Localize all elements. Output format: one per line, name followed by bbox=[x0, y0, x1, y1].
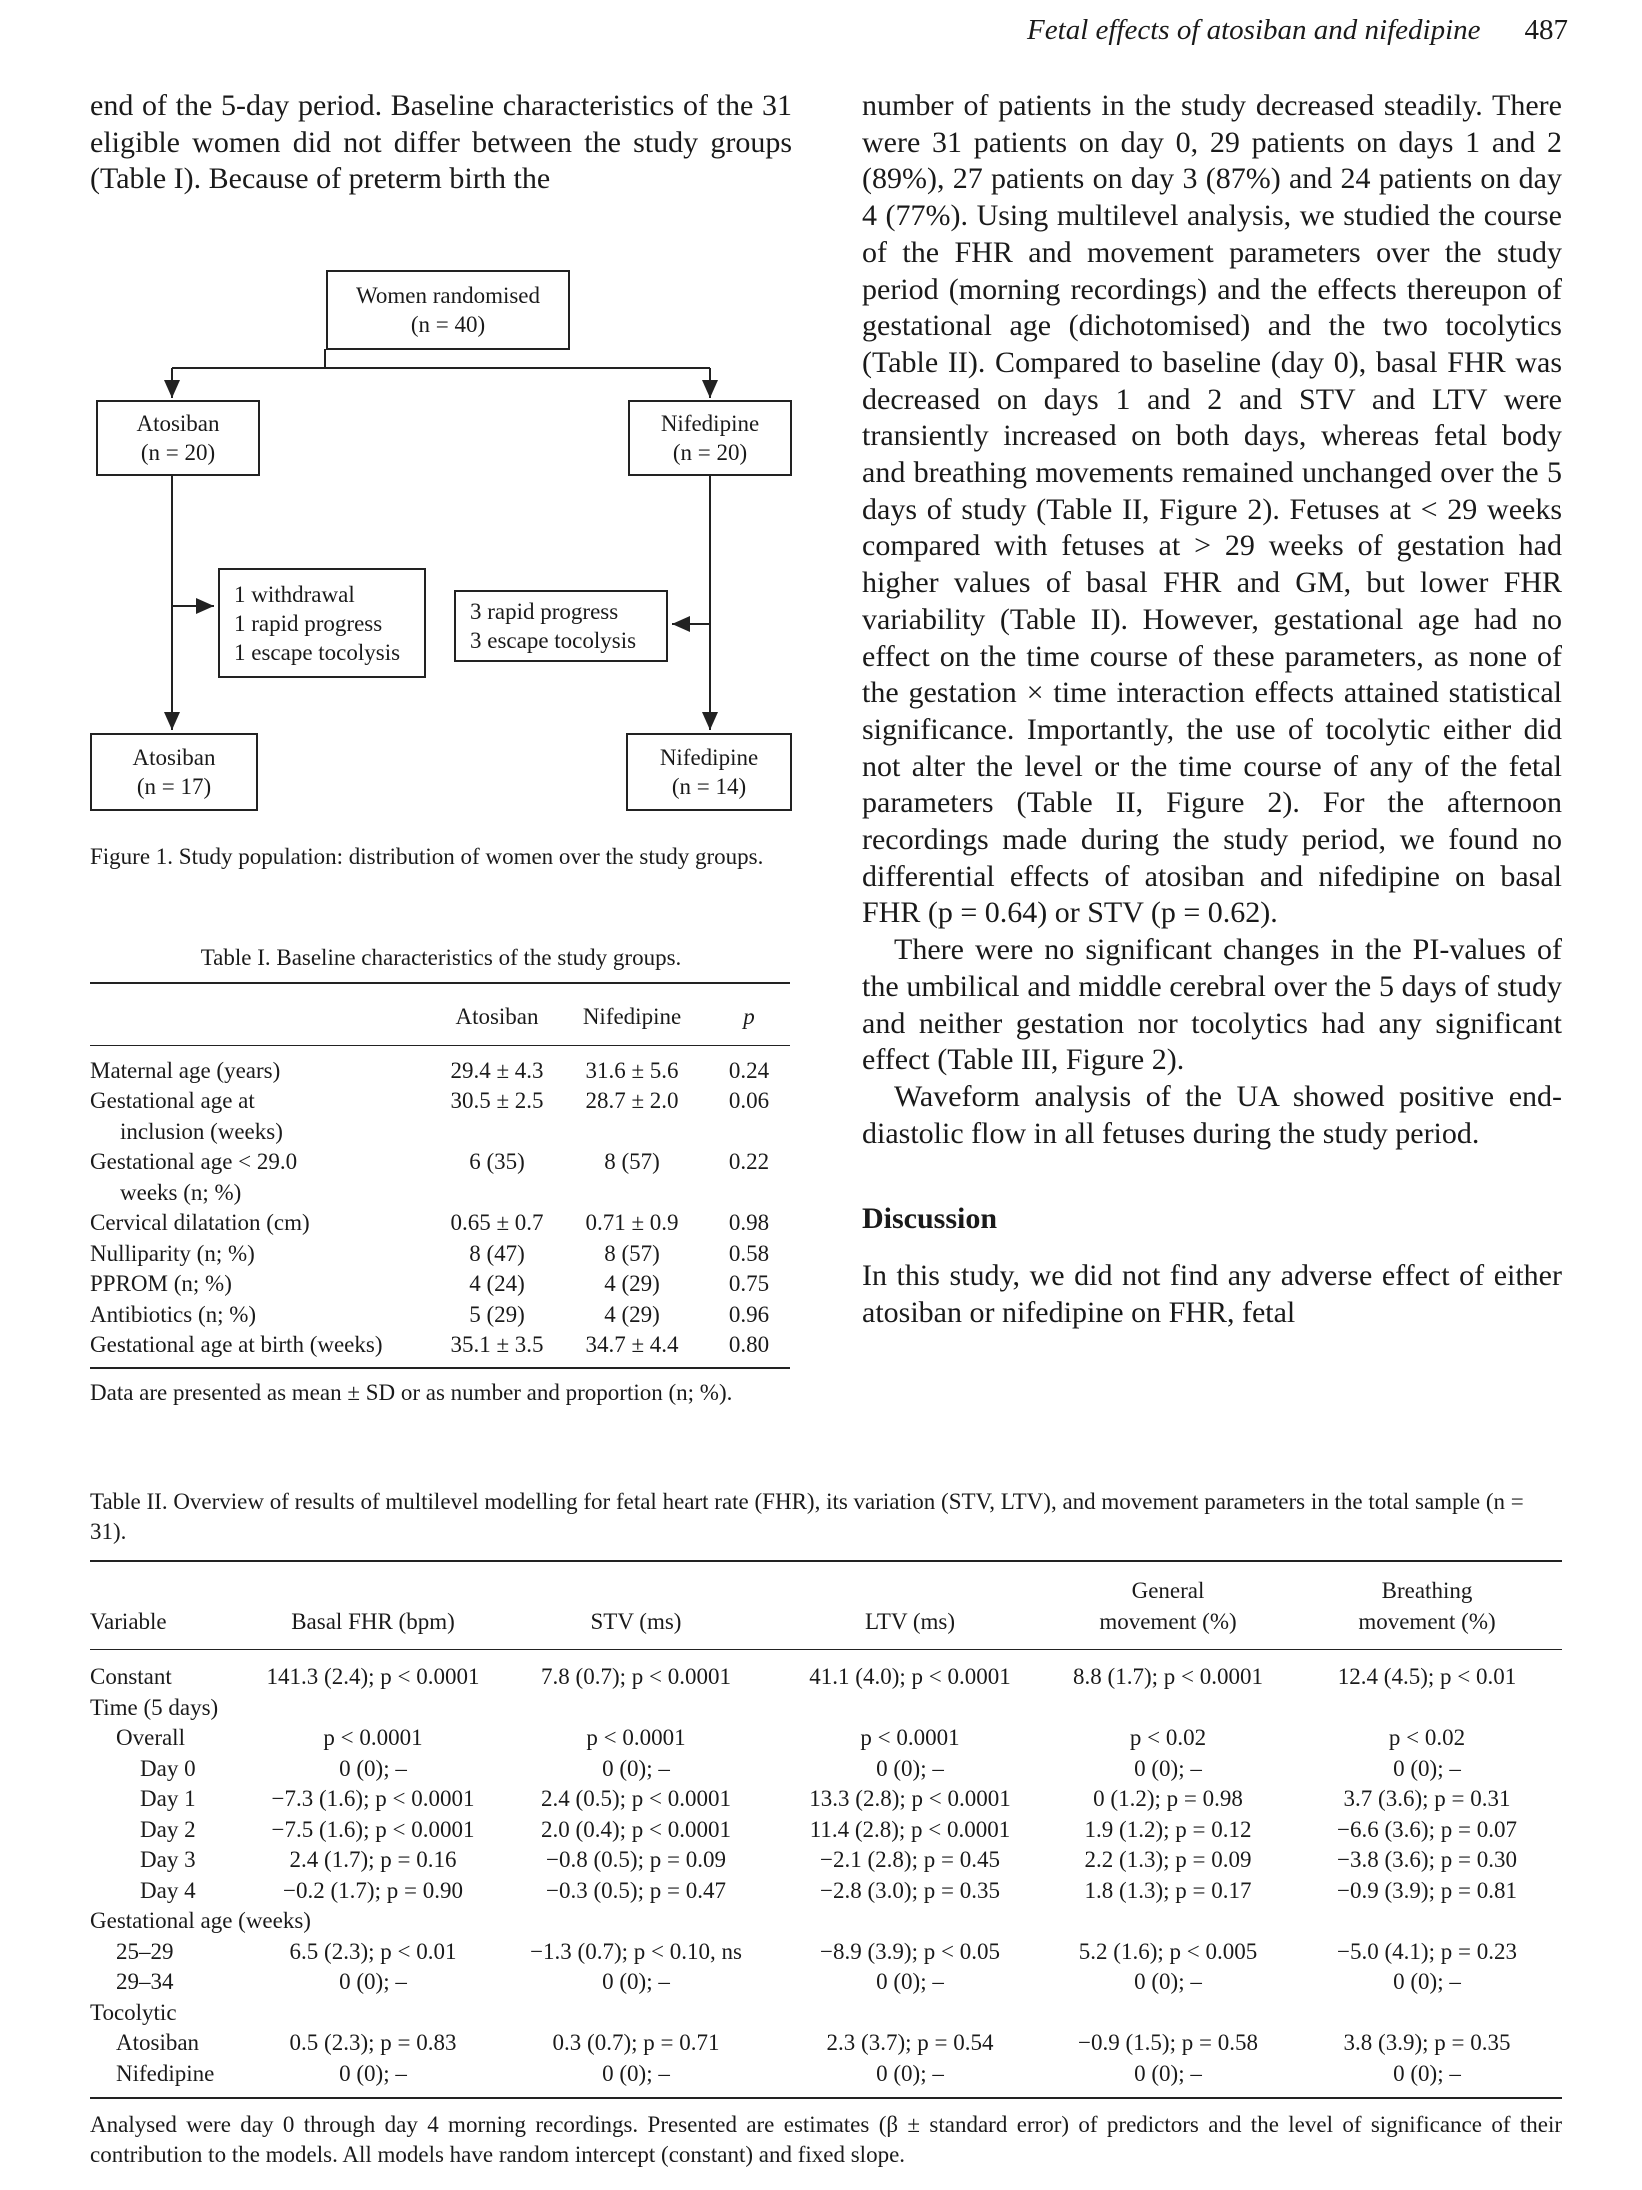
table-2-row-label: Gestational age (weeks) bbox=[90, 1908, 311, 1933]
table-2-row-label: Day 2 bbox=[140, 1816, 196, 1842]
table-2-cell bbox=[776, 1906, 1044, 1937]
table-1-cell-p: 0.58 bbox=[728, 1240, 770, 1266]
atosiban-start-label: Atosiban bbox=[136, 411, 220, 436]
table-2-row bbox=[90, 1937, 1562, 1968]
table-2-cell bbox=[250, 1998, 496, 2029]
table-2-cell bbox=[496, 1906, 776, 1937]
table-2-cell: −0.2 (1.7); p = 0.90 bbox=[283, 1877, 463, 1903]
table-2-row bbox=[90, 2028, 1562, 2059]
table-1-cell-p: 0.98 bbox=[728, 1210, 770, 1235]
nifedipine-dropouts-box bbox=[454, 590, 668, 662]
table-2-row-label: Atosiban bbox=[116, 2030, 200, 2055]
table-2-cell: 11.4 (2.8); p < 0.0001 bbox=[809, 1816, 1011, 1842]
table-2-cell: 2.4 (0.5); p < 0.0001 bbox=[541, 1786, 731, 1811]
table-2-col-gm: movement (%) bbox=[1099, 1608, 1237, 1634]
table-2-cell: 0 (0); – bbox=[876, 2060, 944, 2086]
table-2-col-ltv: LTV (ms) bbox=[864, 1608, 956, 1634]
table-2-cell: −3.8 (3.6); p = 0.30 bbox=[1337, 1847, 1517, 1872]
left-column bbox=[90, 88, 792, 198]
table-2-cell: 0 (1.2); p = 0.98 bbox=[1093, 1786, 1243, 1811]
table-1-row-label: weeks (n; %) bbox=[120, 1179, 242, 1205]
table-2-cell: 12.4 (4.5); p < 0.01 bbox=[1337, 1664, 1517, 1689]
nifedipine-end-label: Nifedipine bbox=[659, 745, 759, 770]
results-paragraph: number of patients in the study decreased steadily. There were 31 patients on day 0, 29 patients on days 1 and 2 (89%), 27 patients on day 3 (87%) and 24 patients on day 4 (77%). Using multilevel analysis, we studied the course of the FHR and movement parameters over the study period (morning recordings) and the effects thereupon of gestational age (dichotomised) and the two tocolytics (Table II). Compared to baseline (day 0), basal FHR was decreased on days 1 and 2 and STV and LTV were transiently increased on both days, whereas fetal body and breathing movements remained unchanged over the 5 days of study (Table II, Figure 2). Fetuses at < 29 weeks compared with fetuses at > 29 weeks of gestation had higher values of basal FHR and GM, but lower FHR variability (Table II). However, gestational age had no effect on the time course of these parameters, as none of the gestation × time interaction effects attained statistical significance. Importantly, the use of tocolytic either did not alter the level or the time course of any of the fetal parameters (Table II, Figure 2). For the afternoon recordings made during the study period, we found no differential effects of atosiban and nifedipine on basal FHR (p = 0.64) or STV (p = 0.62). bbox=[862, 89, 1562, 930]
table-2-cell: −0.9 (3.9); p = 0.81 bbox=[1337, 1877, 1517, 1903]
atosiban-dropouts-box bbox=[218, 568, 426, 678]
table-2-cell: −7.5 (1.6); p < 0.0001 bbox=[271, 1816, 475, 1842]
table-2-cell: 0.3 (0.7); p = 0.71 bbox=[552, 2030, 720, 2055]
table-2-cell: 3.8 (3.9); p = 0.35 bbox=[1343, 2030, 1511, 2055]
table-2-cell: 0 (0); – bbox=[602, 1755, 670, 1781]
table-2-row-label: Day 3 bbox=[140, 1847, 196, 1872]
table-1-col-nifedipine: Nifedipine bbox=[582, 1004, 682, 1029]
table-2-col-bm-line1: Breathing bbox=[1381, 1578, 1473, 1603]
nifedipine-start-count: (n = 20) bbox=[672, 440, 748, 465]
table-1-cell-n: 0.71 ± 0.9 bbox=[585, 1210, 679, 1235]
table-2-row bbox=[90, 1662, 1562, 1693]
table-2-cell bbox=[496, 1693, 776, 1724]
table-1-cell-n: 28.7 ± 2.0 bbox=[585, 1088, 679, 1113]
table-2-cell: 2.0 (0.4); p < 0.0001 bbox=[541, 1816, 731, 1842]
table-1-cell-p: 0.75 bbox=[728, 1271, 770, 1296]
randomised-label: Women randomised bbox=[355, 283, 541, 308]
table-2-col-gm-line1: General bbox=[1131, 1578, 1205, 1603]
nifedipine-start-box bbox=[628, 400, 792, 476]
table-2-cell: 2.4 (1.7); p = 0.16 bbox=[289, 1847, 457, 1872]
table-2-cell: 0.5 (2.3); p = 0.83 bbox=[289, 2030, 457, 2055]
table-2-row-label: Overall bbox=[116, 1725, 185, 1750]
table-2-row-label: Nifedipine bbox=[116, 2060, 215, 2086]
table-1-row-label: Gestational age < 29.0 bbox=[90, 1149, 298, 1174]
table-2-cell: p < 0.0001 bbox=[323, 1725, 423, 1750]
table-1-cell-p: 0.24 bbox=[728, 1057, 770, 1083]
table-1-cell-n: 31.6 ± 5.6 bbox=[585, 1057, 679, 1083]
atosiban-start-box bbox=[96, 400, 260, 476]
waveform-paragraph: Waveform analysis of the UA showed positive end-diastolic flow in all fetuses during the study period. bbox=[862, 1079, 1562, 1150]
table-2-row bbox=[90, 1845, 1562, 1876]
table-1-cell-a bbox=[438, 1178, 556, 1209]
table-1-cell-p: 0.06 bbox=[728, 1088, 770, 1113]
table-2-col-bm: movement (%) bbox=[1358, 1608, 1496, 1634]
table-2-cell bbox=[1044, 1906, 1292, 1937]
table-2-cell: 0 (0); – bbox=[1134, 1969, 1202, 1994]
table-2-caption: Table II. Overview of results of multilevel modelling for fetal heart rate (FHR), its variation (STV, LTV), and movement parameters in the total sample (n = 31). bbox=[90, 1489, 1524, 1544]
left-intro-paragraph: end of the 5-day period. Baseline characteristics of the 31 eligible women did not differ between the study groups (Table I). Because of preterm birth the bbox=[90, 89, 792, 196]
table-2-row-label: 25–29 bbox=[116, 1938, 174, 1964]
table-2-cell: 141.3 (2.4); p < 0.0001 bbox=[266, 1664, 480, 1689]
table-2-row bbox=[90, 2059, 1562, 2090]
table-2-cell: 0 (0); – bbox=[1393, 1755, 1461, 1781]
table-2-footnote: Analysed were day 0 through day 4 morning recordings. Presented are estimates (β ± standard error) of predictors and the level of significance of their contribution to the models. All models have random intercept (constant) and fixed slope. bbox=[90, 2112, 1562, 2167]
atosiban-dropout-2: 1 rapid progress bbox=[234, 610, 383, 636]
table-2-cell: p < 0.0001 bbox=[860, 1725, 960, 1750]
table-2-cell: −0.9 (1.5); p = 0.58 bbox=[1078, 2030, 1258, 2055]
running-head bbox=[1027, 14, 1568, 47]
table-2-cell: −2.1 (2.8); p = 0.45 bbox=[820, 1847, 1000, 1872]
table-1-row bbox=[90, 1239, 790, 1270]
table-2-row bbox=[90, 1876, 1562, 1907]
table-1-cell-n: 4 (29) bbox=[604, 1271, 660, 1296]
table-2-row-label: 29–34 bbox=[116, 1969, 174, 1994]
table-2-row-label: Day 4 bbox=[140, 1877, 196, 1903]
table-2-col-variable: Variable bbox=[90, 1608, 167, 1634]
table-2-row-label: Time (5 days) bbox=[90, 1694, 219, 1720]
table-2-cell bbox=[496, 1998, 776, 2029]
table-1-column-headers bbox=[90, 1002, 790, 1033]
table-1-row-label: Antibiotics (n; %) bbox=[90, 1301, 257, 1327]
atosiban-end-box bbox=[90, 733, 258, 811]
atosiban-end-count: (n = 17) bbox=[136, 774, 212, 799]
table-2-cell: −0.8 (0.5); p = 0.09 bbox=[546, 1847, 726, 1872]
table-2-row bbox=[90, 1754, 1562, 1785]
doppler-paragraph: There were no significant changes in the PI-values of the umbilical and middle cerebral over the 5 days of study and neither gestation nor tocolytics had any significant effect (Table III, Figure 2). bbox=[862, 933, 1562, 1077]
flowchart-figure-1 bbox=[90, 270, 792, 820]
table-2-cell: 0 (0); – bbox=[602, 1969, 670, 1994]
table-2-cell: 0 (0); – bbox=[339, 1969, 407, 1994]
table-1-row-label: Nulliparity (n; %) bbox=[90, 1240, 255, 1266]
table-1-col-p: p bbox=[743, 1004, 755, 1029]
nifedipine-dropout-2: 3 escape tocolysis bbox=[470, 628, 637, 653]
table-1-row bbox=[90, 1208, 790, 1239]
table-1-cell-p bbox=[708, 1117, 790, 1148]
discussion-heading: Discussion bbox=[862, 1202, 998, 1236]
table-2-cell: 2.3 (3.7); p = 0.54 bbox=[826, 2030, 994, 2055]
table-2-row-label: Constant bbox=[90, 1664, 172, 1689]
page-number: 487 bbox=[1524, 14, 1568, 46]
table-2-row bbox=[90, 1998, 1562, 2029]
table-2-cell: 1.9 (1.2); p = 0.12 bbox=[1084, 1816, 1252, 1842]
table-1-row bbox=[90, 1117, 790, 1148]
table-2-cell bbox=[776, 1693, 1044, 1724]
table-1-row-label: Gestational age at bbox=[90, 1088, 255, 1113]
table-2-cell: −8.9 (3.9); p < 0.05 bbox=[820, 1938, 1000, 1964]
table-2-cell: 5.2 (1.6); p < 0.005 bbox=[1078, 1938, 1258, 1964]
atosiban-dropout-1: 1 withdrawal bbox=[234, 581, 355, 607]
table-1-cell-n: 34.7 ± 4.4 bbox=[585, 1332, 679, 1357]
table-1-cell-a: 30.5 ± 2.5 bbox=[450, 1088, 544, 1113]
atosiban-start-count: (n = 20) bbox=[140, 440, 216, 465]
table-1-cell-a bbox=[438, 1117, 556, 1148]
table-2-cell: p < 0.02 bbox=[1388, 1725, 1466, 1750]
table-1-row-label: inclusion (weeks) bbox=[120, 1118, 283, 1144]
table-1-cell-p: 0.80 bbox=[728, 1332, 770, 1357]
table-1-cell-a: 8 (47) bbox=[469, 1240, 525, 1266]
table-1-cell-n bbox=[556, 1117, 708, 1148]
table-1-cell-a: 5 (29) bbox=[469, 1301, 525, 1327]
table-2-cell: 1.8 (1.3); p = 0.17 bbox=[1084, 1877, 1252, 1903]
table-2-col-fhr: Basal FHR (bpm) bbox=[291, 1608, 455, 1634]
table-2-cell: −6.6 (3.6); p = 0.07 bbox=[1337, 1816, 1517, 1842]
table-2-row bbox=[90, 1693, 1562, 1724]
table-1-row bbox=[90, 1086, 790, 1117]
table-1-cell-n: 8 (57) bbox=[604, 1149, 660, 1174]
table-1-row bbox=[90, 1056, 790, 1087]
table-2-cell bbox=[1292, 1693, 1562, 1724]
discussion-paragraph: In this study, we did not find any adverse effect of either atosiban or nifedipine on FHR, fetal bbox=[862, 1259, 1562, 1330]
table-2-cell: −1.3 (0.7); p < 0.10, ns bbox=[530, 1938, 742, 1964]
table-1 bbox=[90, 982, 790, 1369]
table-2-col-stv: STV (ms) bbox=[590, 1608, 682, 1634]
table-1-row bbox=[90, 1300, 790, 1331]
table-2-cell: 0 (0); – bbox=[602, 2060, 670, 2086]
table-2 bbox=[90, 1560, 1562, 2099]
table-2-row bbox=[90, 1906, 1562, 1937]
table-2-cell: 0 (0); – bbox=[1393, 2060, 1461, 2086]
table-2-row bbox=[90, 1815, 1562, 1846]
table-2-cell: 2.2 (1.3); p = 0.09 bbox=[1084, 1847, 1252, 1872]
table-1-cell-n: 4 (29) bbox=[604, 1301, 660, 1327]
table-1-cell-n bbox=[556, 1178, 708, 1209]
table-1-cell-p: 0.96 bbox=[728, 1301, 770, 1327]
nifedipine-start-label: Nifedipine bbox=[660, 411, 760, 436]
table-2-cell: −7.3 (1.6); p < 0.0001 bbox=[271, 1786, 475, 1811]
table-2-cell: −5.0 (4.1); p = 0.23 bbox=[1337, 1938, 1517, 1964]
table-2-header-row-2 bbox=[90, 1607, 1562, 1638]
table-1-cell-a: 29.4 ± 4.3 bbox=[450, 1057, 544, 1083]
table-2-cell bbox=[1044, 1693, 1292, 1724]
table-2-cell: 0 (0); – bbox=[1393, 1969, 1461, 1994]
table-2-cell bbox=[1292, 1998, 1562, 2029]
table-2-header-row-1 bbox=[90, 1576, 1562, 1607]
table-1-header-row bbox=[90, 983, 790, 1002]
table-2-cell: 13.3 (2.8); p < 0.0001 bbox=[809, 1786, 1011, 1811]
table-2-cell bbox=[1044, 1998, 1292, 2029]
nifedipine-end-count: (n = 14) bbox=[671, 774, 747, 799]
randomised-box bbox=[326, 270, 570, 350]
table-2-cell: p < 0.02 bbox=[1129, 1725, 1207, 1750]
table-2-cell: 0 (0); – bbox=[339, 2060, 407, 2086]
table-2-cell: 0 (0); – bbox=[876, 1969, 944, 1994]
table-1-row bbox=[90, 1178, 790, 1209]
table-2-row-label: Day 0 bbox=[140, 1755, 196, 1781]
table-2-cell: 7.8 (0.7); p < 0.0001 bbox=[541, 1664, 731, 1689]
nifedipine-end-box bbox=[626, 733, 792, 811]
table-2-cell: 6.5 (2.3); p < 0.01 bbox=[289, 1938, 457, 1964]
table-1-row-label: Gestational age at birth (weeks) bbox=[90, 1332, 383, 1357]
table-2-cell: 0 (0); – bbox=[1134, 1755, 1202, 1781]
table-2-cell: 3.7 (3.6); p = 0.31 bbox=[1343, 1786, 1511, 1811]
table-1-cell-p: 0.22 bbox=[728, 1149, 770, 1174]
table-1-row-label: Maternal age (years) bbox=[90, 1057, 281, 1083]
figure-1-caption: Figure 1. Study population: distribution of women over the study groups. bbox=[90, 844, 764, 869]
table-1-row bbox=[90, 1269, 790, 1300]
table-2-row bbox=[90, 1967, 1562, 1998]
running-title: Fetal effects of atosiban and nifedipine bbox=[1027, 14, 1481, 46]
table-2-cell: 0 (0); – bbox=[876, 1755, 944, 1781]
table-1-cell-n: 8 (57) bbox=[604, 1240, 660, 1266]
table-2-row-label: Day 1 bbox=[140, 1786, 196, 1811]
table-2-cell: 0 (0); – bbox=[1134, 2060, 1202, 2086]
table-2-cell: 41.1 (4.0); p < 0.0001 bbox=[809, 1664, 1011, 1689]
table-2-cell: 0 (0); – bbox=[339, 1755, 407, 1781]
table-2-row bbox=[90, 1723, 1562, 1754]
table-1-cell-p bbox=[708, 1178, 790, 1209]
table-1-row bbox=[90, 1330, 790, 1361]
nifedipine-dropout-1: 3 rapid progress bbox=[470, 599, 619, 624]
table-2-cell bbox=[776, 1998, 1044, 2029]
table-2-cell: −0.3 (0.5); p = 0.47 bbox=[546, 1877, 726, 1903]
table-1-caption: Table I. Baseline characteristics of the study groups. bbox=[200, 945, 682, 970]
right-column bbox=[862, 88, 1562, 1332]
table-2-cell: 8.8 (1.7); p < 0.0001 bbox=[1073, 1664, 1263, 1689]
table-1-row-label: Cervical dilatation (cm) bbox=[90, 1210, 310, 1235]
table-2-cell: −2.8 (3.0); p = 0.35 bbox=[820, 1877, 1000, 1903]
table-2-cell: p < 0.0001 bbox=[586, 1725, 686, 1750]
table-1-footnote: Data are presented as mean ± SD or as number and proportion (n; %). bbox=[90, 1380, 733, 1405]
table-1-cell-a: 0.65 ± 0.7 bbox=[450, 1210, 544, 1235]
atosiban-dropout-3: 1 escape tocolysis bbox=[234, 639, 401, 665]
table-1-col-atosiban: Atosiban bbox=[455, 1004, 539, 1029]
table-1-row bbox=[90, 1147, 790, 1178]
table-1-cell-a: 6 (35) bbox=[469, 1149, 525, 1174]
table-2-row bbox=[90, 1784, 1562, 1815]
table-1-cell-a: 35.1 ± 3.5 bbox=[450, 1332, 544, 1357]
atosiban-end-label: Atosiban bbox=[132, 745, 216, 770]
table-1-row-label: PPROM (n; %) bbox=[90, 1271, 232, 1296]
table-2-row-label: Tocolytic bbox=[90, 1999, 177, 2025]
table-1-cell-a: 4 (24) bbox=[469, 1271, 525, 1296]
table-2-cell bbox=[1292, 1906, 1562, 1937]
randomised-count: (n = 40) bbox=[410, 312, 486, 337]
